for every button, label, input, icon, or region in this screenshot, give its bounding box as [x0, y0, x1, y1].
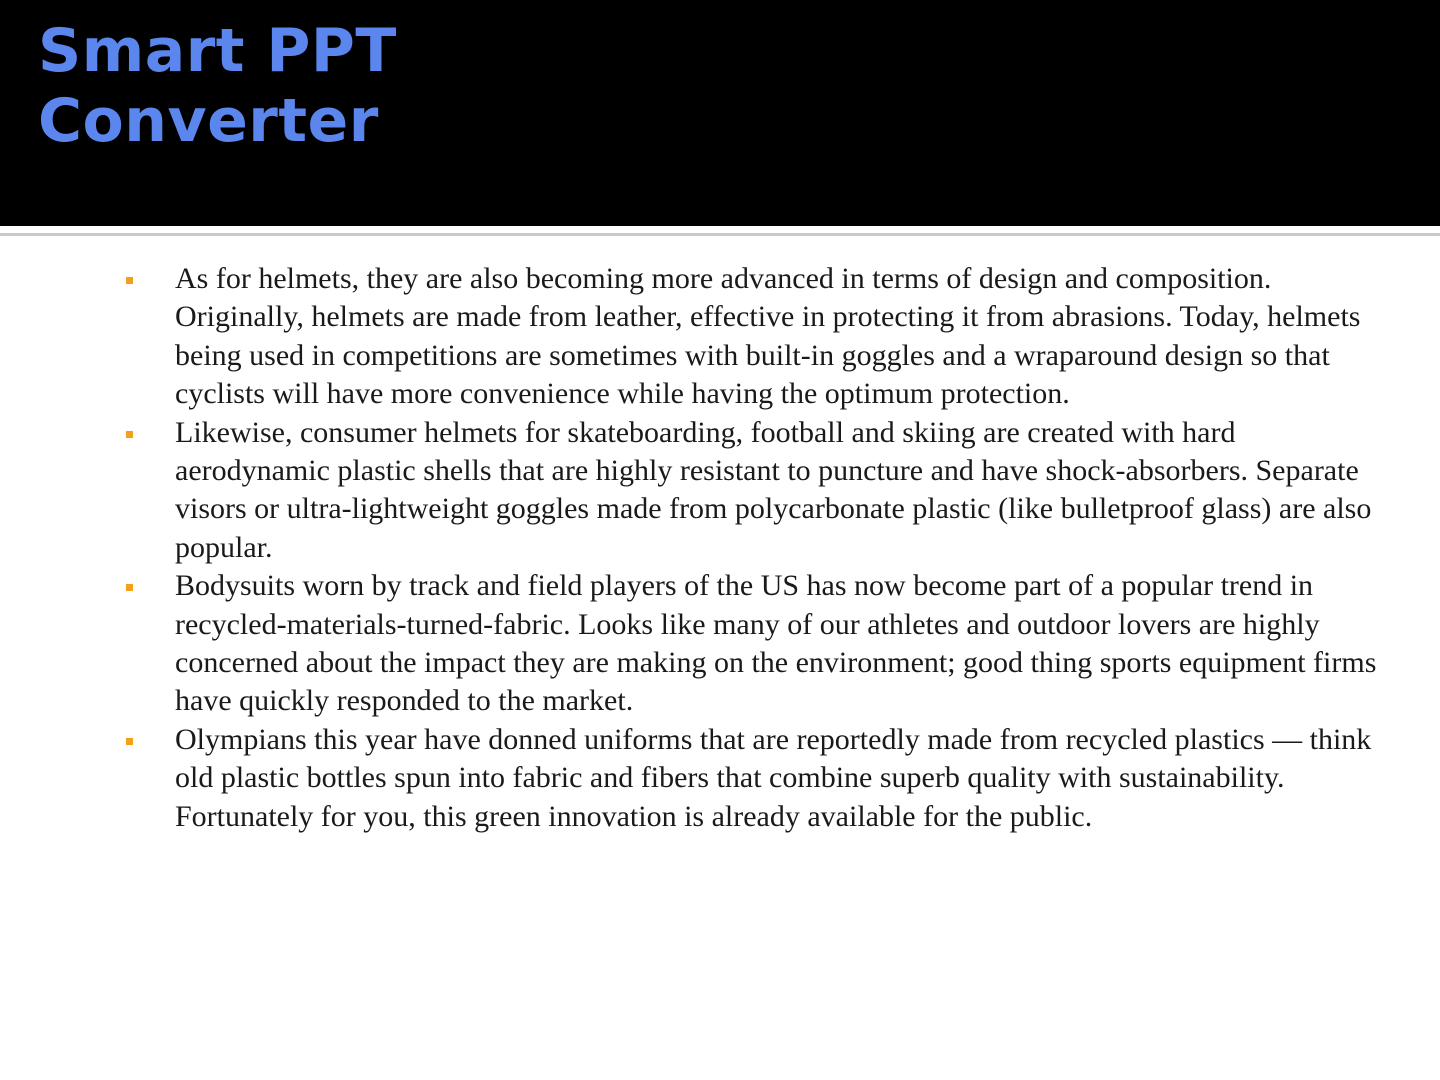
slide-title-line-2: Converter	[38, 86, 379, 156]
slide-title	[38, 16, 397, 156]
bullet-list	[122, 260, 1392, 836]
slide-title-line-1: Smart PPT	[38, 16, 397, 86]
bullet-item	[122, 414, 1392, 568]
bullet-text: Likewise, consumer helmets for skateboarding, football and skiing are created with hard aerodynamic plastic shells that are highly resistant to puncture and have shock-absorbers. Separate visors or ultra-lightweight goggles made from polycarbonate plastic (like bulletproof glass) are also popular.	[175, 415, 1372, 564]
bullet-square-icon	[126, 277, 133, 284]
bullet-square-icon	[126, 738, 133, 745]
bullet-text: As for helmets, they are also becoming more advanced in terms of design and composition. Originally, helmets are made from leather, effective in protecting it from abrasions. Today, helmets being used in competitions are sometimes with built-in goggles and a wraparound design so that cyclists will have more convenience while having the optimum protection.	[175, 262, 1361, 411]
title-divider	[0, 233, 1440, 236]
bullet-item	[122, 260, 1392, 414]
bullet-text: Olympians this year have donned uniforms that are reportedly made from recycled plastics — think old plastic bottles spun into fabric and fibers that combine superb quality with sustainability. Fortunately for you, this green innovation is already available for the public.	[175, 722, 1372, 833]
bullet-item	[122, 567, 1392, 721]
bullet-square-icon	[126, 431, 133, 438]
bullet-item	[122, 721, 1392, 836]
bullet-text: Bodysuits worn by track and field players of the US has now become part of a popular trend in recycled-materials-turned-fabric. Looks like many of our athletes and outdoor lovers are highly concerned about the impact they are making on the environment; good thing sports equipment firms have quickly responded to the market.	[175, 569, 1377, 718]
bullet-square-icon	[126, 584, 133, 591]
title-bar	[0, 0, 1440, 226]
